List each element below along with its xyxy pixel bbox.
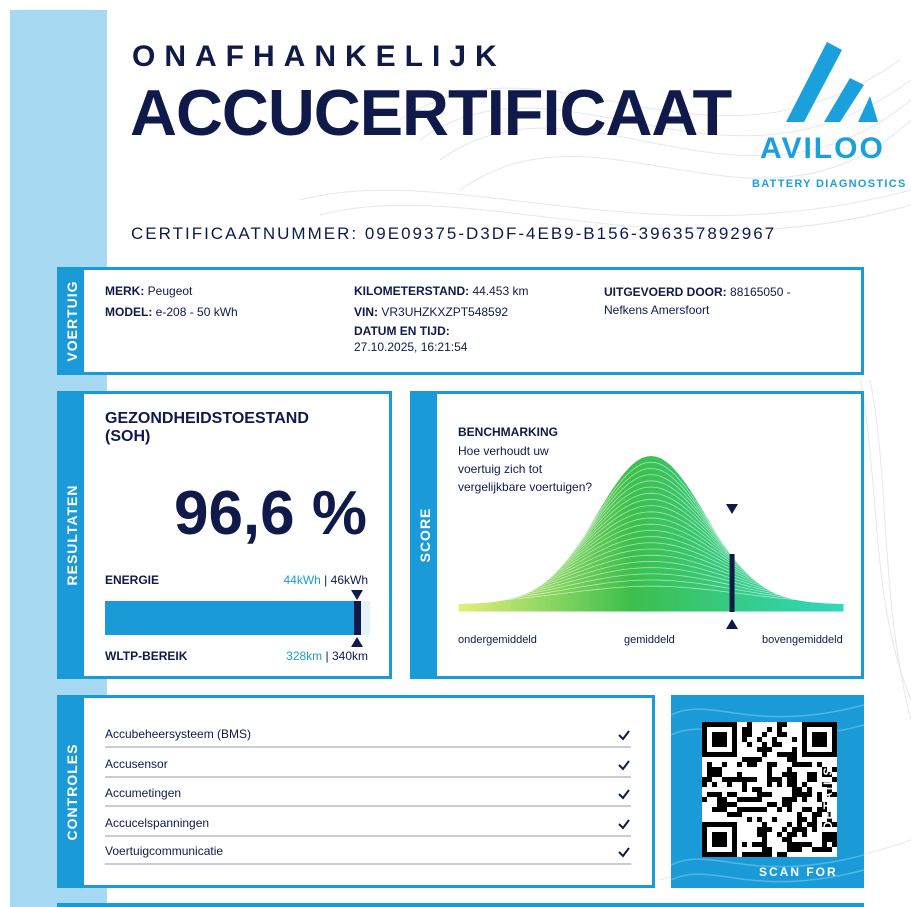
axis-label-low: ondergemiddeld	[458, 634, 537, 646]
results-panel	[57, 391, 392, 679]
vehicle-panel	[57, 267, 864, 375]
controls-tab-label: CONTROLES	[64, 743, 80, 840]
control-item	[105, 835, 631, 865]
brand-value: Peugeot	[147, 284, 193, 298]
benchmark-desc-line-2: voertuig zich tot	[458, 462, 543, 476]
qr-details-label: DETAILS	[821, 765, 835, 830]
energy-separator: |	[320, 573, 331, 587]
control-item-label: Accusensor	[105, 757, 168, 771]
wltp-label: WLTP-BEREIK	[105, 649, 188, 663]
vehicle-col-3	[604, 281, 791, 318]
control-item	[105, 777, 631, 807]
bottom-panel-edge	[57, 903, 864, 907]
range-total: 340km	[331, 649, 368, 663]
vehicle-tab	[60, 270, 84, 372]
brand-label: MERK:	[105, 284, 145, 298]
certificate-number: CERTIFICAATNUMMER: 09E09375-D3DF-4EB9-B156-396357892967	[131, 224, 777, 243]
control-item	[105, 718, 631, 748]
qr-scan-label: SCAN FOR	[759, 865, 838, 879]
results-tab-label: RESULTATEN	[64, 484, 80, 586]
energy-label: ENERGIE	[105, 573, 160, 587]
page-title: ACCUCERTIFICAAT	[130, 76, 732, 149]
score-marker-top-icon	[726, 504, 738, 514]
benchmark-title: BENCHMARKING	[458, 425, 558, 439]
vin-value: VR3UHZKXZPT548592	[381, 305, 509, 319]
aviloo-logo-icon	[752, 40, 902, 200]
performed-by-label: UITGEVOERD DOOR:	[604, 285, 727, 299]
benchmark-desc-line-1: Hoe verhoudt uw	[458, 444, 549, 458]
controls-tab	[60, 698, 84, 885]
soh-title-line-2: (SOH)	[105, 428, 151, 445]
soh-marker-top-icon	[351, 590, 363, 600]
datetime-label: DATUM EN TIJD:	[354, 324, 450, 338]
checkmark-icon	[617, 787, 631, 801]
control-item-label: Voertuigcommunicatie	[105, 844, 224, 858]
performed-by-value-1: 88165050 -	[730, 285, 791, 299]
benchmark-description	[458, 442, 618, 496]
mileage-label: KILOMETERSTAND:	[354, 284, 470, 298]
vehicle-col-1	[105, 281, 238, 323]
energy-total: 46kWh	[330, 573, 368, 587]
soh-value: 96,6 %	[173, 479, 367, 548]
soh-title-line-1: GEZONDHEIDSTOESTAND	[105, 410, 309, 427]
soh-bar-fill	[105, 601, 361, 635]
vehicle-col-2	[354, 281, 529, 355]
soh-marker-bottom-icon	[351, 637, 363, 647]
axis-label-mid: gemiddeld	[624, 634, 675, 646]
score-tab	[413, 394, 437, 676]
control-item-label: Accubeheersysteem (BMS)	[105, 727, 252, 741]
qr-code[interactable]	[702, 722, 837, 857]
score-marker-bottom-icon	[726, 619, 738, 629]
control-item-label: Accumetingen	[105, 786, 182, 800]
mileage-value: 44.453 km	[472, 284, 529, 298]
qr-code-icon	[702, 722, 837, 857]
header-subtitle: ONAFHANKELIJK	[132, 40, 506, 73]
vehicle-tab-label: VOERTUIG	[64, 280, 80, 362]
controls-panel	[57, 695, 655, 888]
model-value: e-208 - 50 kWh	[155, 305, 238, 319]
checkmark-icon	[617, 758, 631, 772]
qr-panel[interactable]	[671, 695, 864, 888]
range-current: 328km	[286, 649, 323, 663]
performed-by-value-2: Nefkens Amersfoort	[604, 303, 710, 317]
checkmark-icon	[617, 728, 631, 742]
score-tab-label: SCORE	[417, 507, 433, 563]
soh-bar-track	[105, 601, 370, 635]
checkmark-icon	[617, 817, 631, 831]
energy-current: 44kWh	[283, 573, 321, 587]
control-item	[105, 748, 631, 778]
wltp-values	[286, 649, 368, 663]
control-item	[105, 807, 631, 837]
logo-wordmark: AVILOO	[760, 132, 885, 165]
score-marker	[730, 554, 735, 612]
model-label: MODEL:	[105, 305, 153, 319]
control-item-label: Accucelspanningen	[105, 816, 210, 830]
soh-title	[105, 410, 335, 446]
checkmark-icon	[617, 845, 631, 859]
range-separator: |	[322, 649, 332, 663]
logo-tagline: BATTERY DIAGNOSTICS	[752, 178, 907, 190]
benchmark-desc-line-3: vergelijkbare voertuigen?	[458, 480, 593, 494]
vin-label: VIN:	[354, 305, 378, 319]
energy-values	[283, 573, 368, 587]
results-tab	[60, 394, 84, 676]
soh-bar-marker	[354, 601, 361, 635]
datetime-value: 27.10.2025, 16:21:54	[354, 340, 468, 354]
score-panel	[410, 391, 864, 679]
axis-label-high: bovengemiddeld	[762, 634, 843, 646]
